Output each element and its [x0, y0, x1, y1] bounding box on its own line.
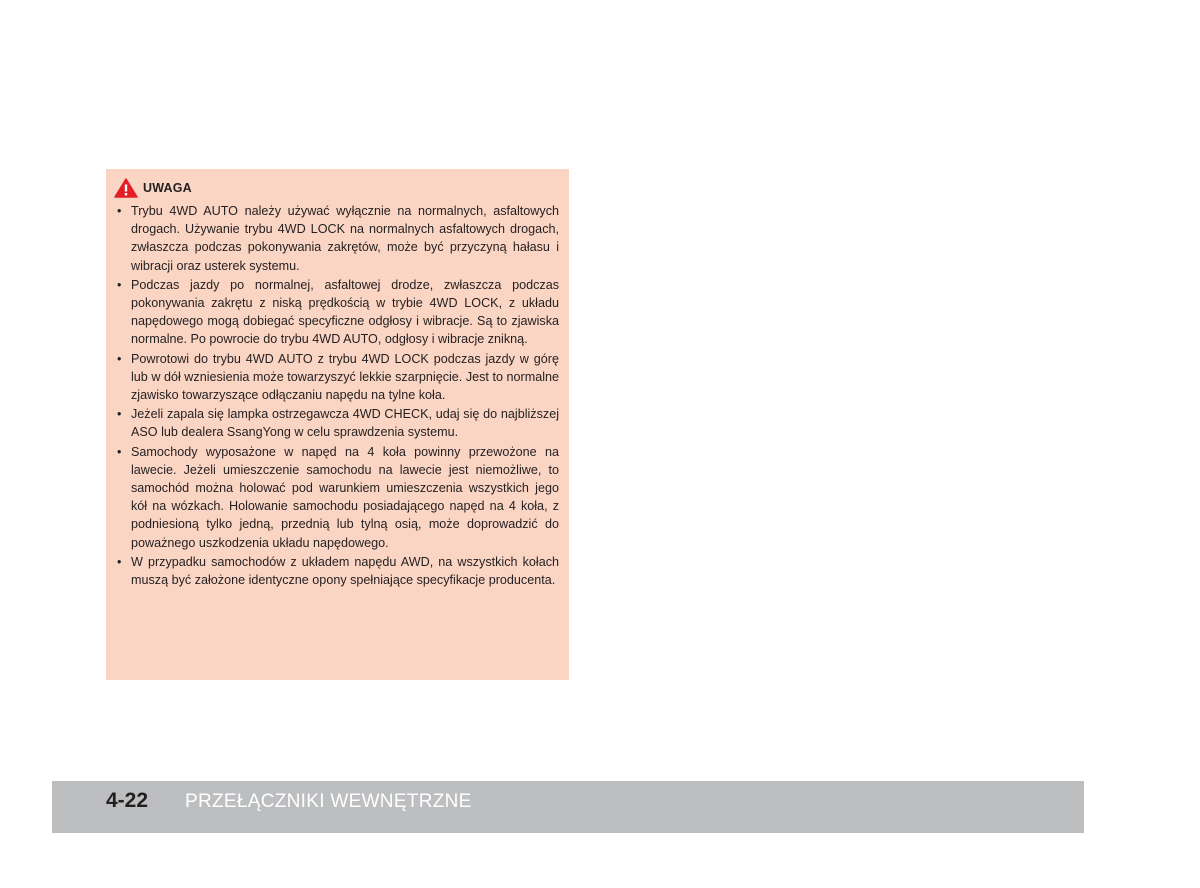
warning-item-text: Jeżeli zapala się lampka ostrzegawcza 4WD CHECK, udaj się do najbliższej ASO lub dealera SsangYong w celu sprawdzenia systemu.: [131, 407, 559, 440]
warning-box: [106, 169, 569, 680]
warning-item: [114, 443, 559, 552]
warning-item-text: Powrotowi do trybu 4WD AUTO z trybu 4WD LOCK podczas jazdy w górę lub w dół wzniesienia może towarzyszyć lekkie szarpnięcie. Jest to normalne zjawisko towarzyszące odłączaniu napędu na tylne koła.: [131, 351, 559, 403]
warning-item-text: W przypadku samochodów z układem napędu AWD, na wszystkich kołach muszą być założone identyczne opony spełniające specyfikacje producenta.: [131, 554, 559, 588]
warning-item: [114, 405, 559, 441]
warning-item: [114, 350, 559, 405]
warning-list: [114, 202, 559, 589]
bullet-icon: •: [117, 554, 122, 569]
bullet-icon: •: [117, 277, 122, 292]
warning-item: [114, 202, 559, 275]
bullet-icon: •: [117, 351, 122, 366]
page-number: 4-22: [106, 789, 149, 812]
warning-title: UWAGA: [143, 181, 192, 195]
warning-item: [114, 553, 559, 589]
bullet-icon: •: [117, 204, 122, 218]
footer-bar: [52, 781, 1084, 833]
warning-item-text: Samochody wyposażone w napęd na 4 koła powinny przewożone na lawecie. Jeżeli umieszczenie samochodu na lawecie jest niemożliwe, to samochód można holować pod warunkiem umieszczenia wszystkich jego kół na wózkach. Holowanie samochodu posiadającego napęd na 4 koła, z podniesioną tylko jedną, przednią lub tylną osią, może doprowadzić do poważnego uszkodzenia układu napędowego.: [131, 444, 559, 550]
bullet-icon: •: [117, 407, 122, 422]
warning-header: [114, 177, 559, 199]
warning-item: [114, 276, 559, 349]
warning-item-text: Trybu 4WD AUTO należy używać wyłącznie na normalnych, asfaltowych drogach. Używanie trybu 4WD LOCK na normalnych asfaltowych drogach, zwłaszcza podczas pokonywania zakrętów, może być przyczyną hałasu i wibracji oraz usterek systemu.: [131, 204, 559, 273]
section-title: PRZEŁĄCZNIKI WEWNĘTRZNE: [185, 791, 472, 812]
warning-item-text: Podczas jazdy po normalnej, asfaltowej drodze, zwłaszcza podczas pokonywania zakrętu z niską prędkością w trybie 4WD LOCK, z układu napędowego mogą dobiegać specyficzne odgłosy i wibracje. Są to zjawiska normalne. Po powrocie do trybu 4WD AUTO, odgłosy i wibracje znikną.: [131, 277, 559, 347]
warning-triangle-icon: [114, 178, 138, 198]
bullet-icon: •: [117, 444, 122, 459]
